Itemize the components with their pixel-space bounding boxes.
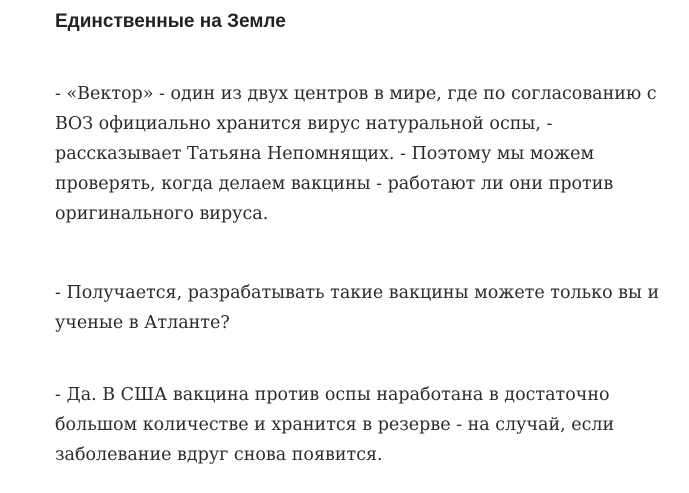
paragraph-line: ученые в Атланте? (55, 313, 230, 333)
paragraph-line: - Получается, разрабатывать такие вакцины можете только вы и (55, 283, 660, 303)
paragraph-1 (55, 79, 657, 229)
paragraph-line: - Да. В США вакцина против оспы наработана в достаточно (55, 385, 610, 405)
paragraph-3 (55, 380, 614, 470)
paragraph-line: ВОЗ официально хранится вирус натуральной оспы, - (55, 114, 553, 134)
paragraph-line: проверять, когда делаем вакцины - работают ли они против (55, 174, 614, 194)
section-heading: Единственные на Земле (55, 11, 286, 32)
paragraph-line: рассказывает Татьяна Непомнящих. - Поэтому мы можем (55, 144, 595, 164)
paragraph-line: оригинального вируса. (55, 204, 269, 224)
paragraph-line: заболевание вдруг снова появится. (55, 445, 383, 465)
paragraph-2 (55, 278, 659, 338)
paragraph-line: - «Вектор» - один из двух центров в мире, где по согласованию с (55, 84, 657, 104)
paragraph-line: большом количестве и хранится в резерве - на случай, если (55, 415, 615, 435)
